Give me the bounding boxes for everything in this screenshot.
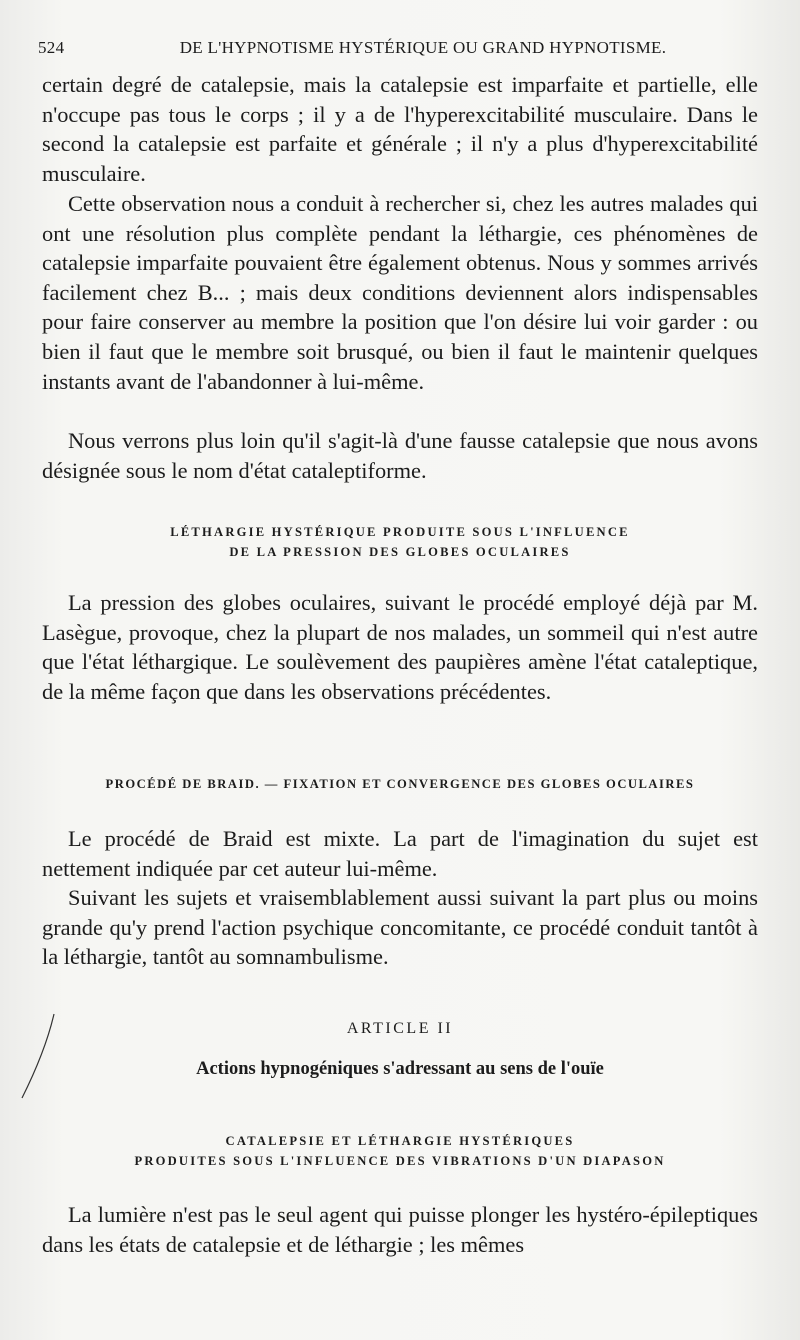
section-heading-diapason-line2: PRODUITES SOUS L'INFLUENCE DES VIBRATIONS D'UN DIAPASON: [134, 1154, 666, 1168]
page-header: [38, 38, 778, 60]
paragraph-1: certain degré de catalepsie, mais la catalepsie est imparfaite et partielle, elle n'occupe pas tous le corps ; il y a de l'hyperexcitabilité musculaire. Dans le second la catalepsie est parfaite et générale ; il n'y a plus d'hyperexcitabilité musculaire.: [42, 72, 758, 186]
paragraph-6: Suivant les sujets et vraisemblablement aussi suivant la part plus ou moins grande qu'y prend l'action psychique concomitante, ce procédé conduit tantôt à la léthargie, tantôt au somnambulisme.: [42, 885, 758, 970]
section-heading-pression-line1: LÉTHARGIE HYSTÉRIQUE PRODUITE SOUS L'INFLUENCE: [170, 525, 630, 539]
page-number: 524: [38, 38, 65, 57]
article-number: ARTICLE II: [346, 1020, 454, 1037]
running-head: DE L'HYPNOTISME HYSTÉRIQUE OU GRAND HYPNOTISME.: [179, 38, 667, 57]
paragraph-5: Le procédé de Braid est mixte. La part de l'imagination du sujet est nettement indiquée par cet auteur lui-même.: [42, 826, 758, 881]
section-heading-braid: PROCÉDÉ DE BRAID. — FIXATION ET CONVERGENCE DES GLOBES OCULAIRES: [105, 777, 695, 791]
paragraph-2: Cette observation nous a conduit à rechercher si, chez les autres malades qui ont une résolution plus complète pendant la léthargie, ces phénomènes de catalepsie imparfaite pouvaient être également obtenus. Nous y sommes arrivés facilement chez B... ; mais deux conditions deviennent alors indispensables pour faire conserver au membre la position que l'on désire lui voir garder : ou bien il faut que le membre soit brusqué, ou bien il faut le maintenir quelques instants avant de l'abandonner à lui-même.: [42, 191, 758, 394]
section-heading-pression: [40, 522, 760, 562]
article-title: Actions hypnogéniques s'adressant au sens de l'ouïe: [196, 1059, 604, 1079]
section-heading-pression-line2: DE LA PRESSION DES GLOBES OCULAIRES: [229, 545, 571, 559]
paragraph-4: La pression des globes oculaires, suivant le procédé employé déjà par M. Lasègue, provoque, chez la plupart de nos malades, un sommeil qui n'est autre que l'état léthargique. Le soulèvement des paupières amène l'état cataleptique, de la même façon que dans les observations précédentes.: [42, 590, 758, 704]
paragraph-3: Nous verrons plus loin qu'il s'agit-là d'une fausse catalepsie que nous avons désignée sous le nom d'état cataleptiforme.: [42, 428, 758, 483]
section-heading-diapason: [40, 1131, 760, 1171]
paragraph-7: La lumière n'est pas le seul agent qui puisse plonger les hystéro-épileptiques dans les états de catalepsie et de léthargie ; les mêmes: [42, 1202, 758, 1257]
section-heading-diapason-line1: CATALEPSIE ET LÉTHARGIE HYSTÉRIQUES: [225, 1134, 575, 1148]
